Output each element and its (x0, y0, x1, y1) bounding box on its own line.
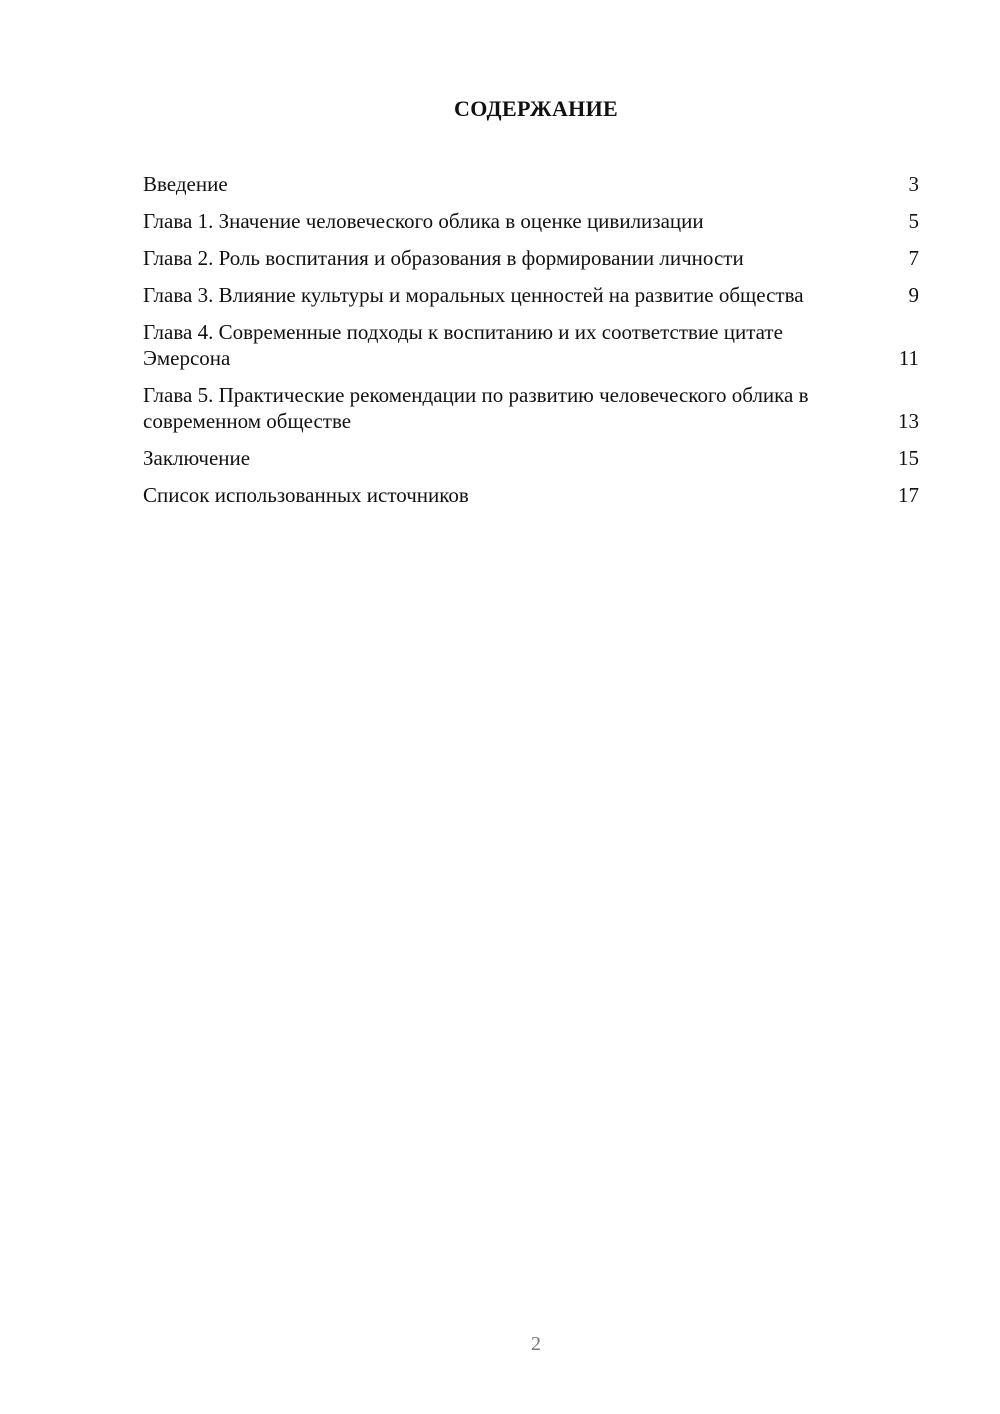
toc-entry-page: 13 (898, 409, 919, 433)
toc-entry-page: 11 (898, 346, 919, 370)
toc-entry (143, 245, 919, 271)
toc-entry-title: Введение (143, 172, 228, 196)
toc-entry (143, 319, 919, 371)
toc-entry-page: 9 (908, 283, 919, 307)
toc-entry (143, 445, 919, 471)
toc-entry-page: 5 (908, 209, 919, 233)
toc-entry (143, 382, 919, 434)
toc-entry-title: Глава 3. Влияние культуры и моральных ценностей на развитие общества (143, 283, 804, 307)
toc-entry-title: Список использованных источников (143, 483, 469, 507)
toc-entry-title: Глава 5. Практические рекомендации по развитию человеческого облика в современном обществе (143, 383, 809, 433)
toc-entry-page: 3 (908, 172, 919, 196)
toc-entry-title: Глава 2. Роль воспитания и образования в формировании личности (143, 246, 744, 270)
toc-entry-title: Глава 1. Значение человеческого облика в оценке цивилизации (143, 209, 704, 233)
toc-entry-page: 15 (898, 446, 919, 470)
toc-entry (143, 171, 919, 197)
toc-entry-title: Глава 4. Современные подходы к воспитанию и их соответствие цитате Эмерсона (143, 320, 783, 370)
table-of-contents (143, 171, 919, 519)
toc-entry-page: 17 (898, 483, 919, 507)
toc-entry-page: 7 (908, 246, 919, 270)
page-title: СОДЕРЖАНИЕ (454, 96, 618, 121)
toc-entry (143, 282, 919, 308)
toc-entry-title: Заключение (143, 446, 251, 470)
toc-entry (143, 208, 919, 234)
toc-entry (143, 482, 919, 508)
page-number: 2 (531, 1333, 541, 1355)
